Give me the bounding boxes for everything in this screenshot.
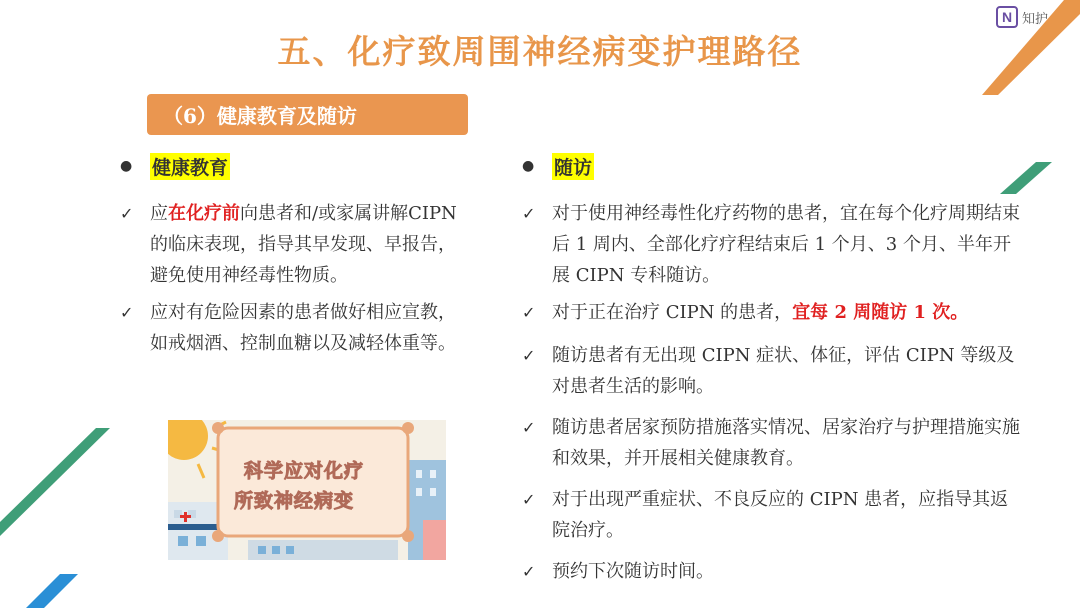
left-column	[120, 152, 480, 180]
stripe-left-blue	[0, 574, 80, 608]
check-icon: ✓	[522, 303, 536, 322]
check-icon: ✓	[522, 418, 536, 437]
page-title: 五、化疗致周围神经病变护理路径	[277, 32, 803, 71]
left-item-1-text: 应在化疗前向患者和/或家属讲解CIPN的临床表现，指导其早发现、早报告，避免使用神经毒性物质。	[150, 203, 457, 286]
illustration-line-2: 所致神经病变	[234, 490, 355, 512]
check-icon: ✓	[522, 204, 536, 223]
right-item-5-text: 对于出现严重症状、不良反应的 CIPN 患者，应指导其返院治疗。	[552, 489, 1009, 541]
right-item-2	[522, 297, 1022, 328]
right-item-5	[522, 484, 1022, 546]
left-item-2	[120, 297, 465, 359]
right-item-4	[522, 412, 1022, 474]
section-label: （6）健康教育及随访	[147, 94, 468, 135]
stripe-left-green	[0, 428, 110, 538]
left-item-1	[120, 198, 465, 291]
right-item-3-text: 随访患者有无出现 CIPN 症状、体征，评估 CIPN 等级及对患者生活的影响。	[552, 345, 1015, 397]
check-icon: ✓	[120, 303, 134, 322]
bullet-icon: ●	[522, 158, 535, 174]
n-logo-icon: N	[996, 6, 1018, 28]
logo-text: 知护	[1022, 10, 1049, 26]
illustration-line-1: 科学应对化疗	[244, 460, 365, 482]
brand-logo	[996, 6, 1048, 28]
bullet-icon: ●	[120, 158, 133, 174]
check-icon: ✓	[120, 204, 134, 223]
right-column	[522, 152, 1022, 180]
right-item-3	[522, 340, 1022, 402]
right-item-6-text: 预约下次随访时间。	[552, 561, 714, 582]
left-heading	[120, 152, 480, 180]
right-item-4-text: 随访患者居家预防措施落实情况、居家治疗与护理措施实施和效果，并开展相关健康教育。	[552, 417, 1020, 469]
right-heading-text: 随访	[552, 153, 594, 180]
right-heading	[522, 152, 1022, 180]
right-item-1	[522, 198, 1022, 291]
right-item-6	[522, 556, 1022, 587]
right-item-2-text: 对于正在治疗 CIPN 的患者，宜每 2 周随访 1 次。	[552, 302, 969, 323]
check-icon: ✓	[522, 346, 536, 365]
illustration-image	[168, 420, 446, 560]
check-icon: ✓	[522, 562, 536, 581]
left-item-2-text: 应对有危险因素的患者做好相应宣教，如戒烟酒、控制血糖以及减轻体重等。	[150, 302, 456, 354]
left-heading-text: 健康教育	[150, 153, 230, 180]
right-item-1-text: 对于使用神经毒性化疗药物的患者，宜在每个化疗周期结束后 1 周内、全部化疗疗程结束后 1 个月、3 个月、半年开展 CIPN 专科随访。	[552, 203, 1020, 286]
check-icon: ✓	[522, 490, 536, 509]
